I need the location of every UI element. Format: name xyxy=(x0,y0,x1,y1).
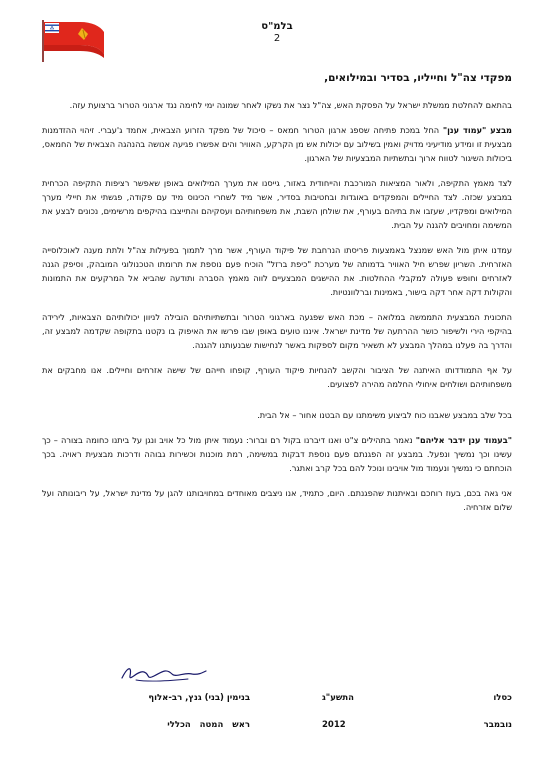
paragraph: עמדנו איתן מול האש שמנצל באמצעות פריסתו הנרחבת של פיקוד העורף, אשר מרך לתמוך בפעילות צה"ל ולתת מענה לאוכלוסייה האזרחית. השריון שפרש חיל האוויר בדמותה של מערכת "כיפת ברזל" הוכיח פעם נוספת את תרומתו הטכנולוגי המובהק, וסיפק הגנה לאזרחים וחופש פעולה למקבלי ההחלטות. את ההישגים המבצעיים לווה מאמץ הסברה ותודעה שהביא אל המרקעים את התמונות והקולות דקה אחר דקה בישור, באמינות וברלוונטיות. xyxy=(42,245,512,297)
paragraph: על אף התמודדותו האיתנה של הציבור והקשב להנחיות פיקוד העורף, קופחו חייהם של שישה אזרחים וחיילים. אנו מחבקים את משפחותיהם ושולחים איחולי החלמה מהירה לפצועים. xyxy=(42,365,512,389)
classification-mark: בלמ"ס xyxy=(261,21,293,32)
gregorian-month: נובמבר xyxy=(483,720,512,730)
signatory-title: ראש המטה הכללי xyxy=(167,720,250,730)
hebrew-month: כסלו xyxy=(493,693,512,703)
hebrew-year: התשע"ג xyxy=(322,693,354,703)
letter-body xyxy=(42,98,512,525)
paragraph: אני גאה בכם, בעוז רוחכם ובאיתנות שהפגנתם. היום, כתמיד, אנו ניצבים מאוחדים במחויבותנו להגן על מדינת ישראל, על ריבונותה ועל שלום אזרחיה. xyxy=(42,488,512,512)
handwritten-signature xyxy=(118,662,208,684)
paragraph: בכל שלב במבצע שאבנו כוח לביצוע משימתנו עם הבטנו אחור – אל הבית. xyxy=(257,410,512,420)
paragraph: בהתאם להחלטת ממשלת ישראל על הפסקת האש, צה"ל נצר את נשקו לאחר שמונה ימי לחימה נגד ארגוני הטרור ברצועת עזה. xyxy=(69,100,512,110)
gregorian-date-row xyxy=(322,720,512,730)
paragraph: מבצע "עמוד ענן" החל במכת פתיחה שספג ארגון הטרור חמאס – סיכול של מפקד הזרוע הצבאית, אחמד ג'עברי. זיהוי ההזדמנות מבצעית זו ומידע מודיעיני מדויק ואמין בשילוב עם יכולות אש מן הקרקע, האוויר והים אפשרו פגיעה אנושה בהנהגה הצבאית של החמאס, ביכולות השיגור לטווח ארוך ובתשתיות המבצעיות של הארגון. xyxy=(42,125,512,163)
gregorian-year: 2012 xyxy=(322,720,346,730)
hebrew-date-row xyxy=(322,693,512,703)
paragraph: "בעמוד ענן ידבר אליהם" נאמר בתהילים צ"ט ואנו דיברנו בקול רם וברור: נעמוד איתן מול כל אויב ונגן על ביתנו כחומה בצורה – כך עשינו וכך נמשיך ונפעל. במבצע זה הפגנתם פעם נוספת דבקות במשימה, רמת מוכנות וכשירות גבוהה ודרכות מבצעית ראויה. בכך הוכחתם כי נמשיך ונעמוד מול אויבינו ונוכל להם בכל קרב ואתגר. xyxy=(42,435,512,473)
header-center xyxy=(220,20,334,44)
signature-block xyxy=(50,693,250,730)
salutation: מפקדי צה"ל וחייליו, בסדיר ובמילואים, xyxy=(324,72,512,84)
paragraph: לצד מאמץ התקיפה, ולאור המציאות המורכבת והייחודית באזור, גייסנו את מערך המילואים באופן שאפשר רציפות התקיפה הכרחית במבצע שכזה. לצד החיילים והמפקדים באוגדות ובחטיבות בסדיר, אשר מיד לשחרי הכינוס מיד עם פקודה, פגשתי את חיילי מערך המילואים ומפקדיו, שעזבו את בתיהם בעורף, את שולחן השבת, את משפחותיהם ועסקיהם והתייצבו בהיקפים מרשימים, נכונים לבצע את המשימה ומחויבים להגנה על הבית. xyxy=(42,178,512,230)
date-block xyxy=(322,693,512,730)
signatory-name: בנימין (בני) גנץ, רב-אלוף xyxy=(148,693,250,703)
idf-flag-logo xyxy=(40,18,106,64)
paragraph: התכונית המבצעית התממשה במלואה – מכת האש שפגעה בארגוני הטרור ובתשתיותיהם הובילה לניוון יכולותיהם הצבאיות, לירידה בהיקפי הירי ולשיפור כושר ההרתעה של מדינת ישראל. איננו טועים באופן שבו פרשו את האיפוק בו נקטנו בתקופה שקדמה למבצע זה, והדרך בה פעלנו במהלך המבצע לא תשאיר מקום לספקות באשר לנחישות שבנעותנו להגנה. xyxy=(42,312,512,350)
page-number: 2 xyxy=(273,33,281,44)
